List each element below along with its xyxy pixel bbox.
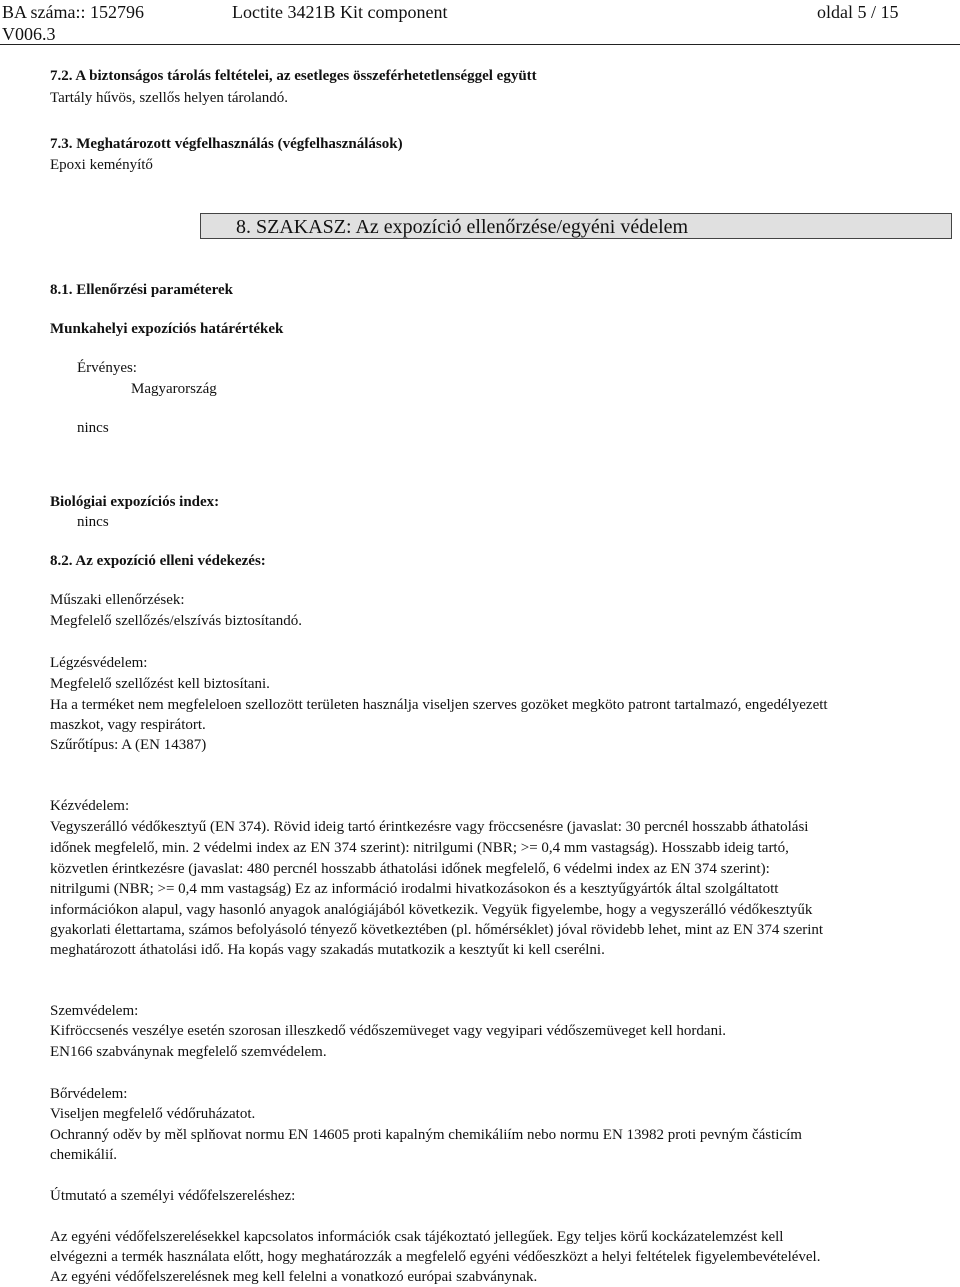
section-7-3-text: Epoxi keményítő: [50, 157, 153, 173]
respiratory-line: Megfelelő szellőzést kell biztosítani.: [50, 676, 270, 692]
hand-protection-line: időnek megfelelő, min. 2 védelmi index az EN 374 szerint): nitrilgumi (NBR; >= 0,4 mm vastagság). Hosszabb ideig tartó,: [50, 840, 789, 856]
section-7-3-title: 7.3. Meghatározott végfelhasználás (végfelhasználások): [50, 136, 403, 152]
section-8-title: 8. SZAKASZ: Az expozíció ellenőrzése/egyéni védelem: [236, 216, 689, 238]
hand-protection-line: információkon alapul, vagy hasonló anyagok analógiájából következik. Vegyük figyelembe, hogy a vegyszerálló védőkesztyűk: [50, 902, 813, 918]
valid-label: Érvényes:: [77, 360, 137, 376]
document-number: BA száma:: 152796: [2, 2, 144, 22]
ppe-advice-line: elvégezni a termék használata előtt, hogy meghatározzák a megfelelő egyéni védőeszközt a helyi feltételek figyelembevételével.: [50, 1249, 821, 1265]
country-value: Magyarország: [131, 381, 217, 397]
hand-protection-line: meghatározott áthatolási idő. Ha kopás vagy szakadás mutatkozik a kesztyűt ki kell cserélni.: [50, 942, 605, 958]
engineering-controls-text: Megfelelő szellőzés/elszívás biztosítandó.: [50, 613, 303, 629]
hand-protection-line: nitrilgumi (NBR; >= 0,4 mm vastagság) Ez az információ irodalmi hivatkozásokon és a kesztyűgyártók által szolgáltatott: [50, 881, 779, 897]
oel-value: nincs: [77, 420, 109, 436]
skin-protection-label: Bőrvédelem:: [50, 1086, 128, 1102]
skin-protection-line: Viseljen megfelelő védőruházatot.: [50, 1106, 256, 1122]
skin-protection-line: chemikálií.: [50, 1147, 118, 1163]
section-7-2-title: 7.2. A biztonságos tárolás feltételei, az esetleges összeférhetetlenséggel együtt: [50, 68, 537, 84]
respiratory-line: Ha a terméket nem megfeleloen szellozött területen használja viseljen szerves gozöket megköto patront tartalmazó, engedélyezett: [50, 697, 828, 713]
skin-protection-line: Ochranný oděv by měl splňovat normu EN 14605 proti kapalným chemikáliím nebo normu EN 13982 proti pevným částicím: [50, 1127, 802, 1143]
document-version: V006.3: [2, 24, 56, 44]
hand-protection-line: közvetlen érintkezésre (javaslat: 480 percnél hosszabb áthatolási időnek megfelelő, 6 védelmi index az EN 374 szerint):: [50, 861, 770, 877]
bio-index-title: Biológiai expozíciós index:: [50, 494, 220, 510]
oel-title: Munkahelyi expozíciós határértékek: [50, 321, 284, 337]
respiratory-line: maszkot, vagy respirátort.: [50, 717, 206, 733]
hand-protection-line: Vegyszerálló védőkesztyű (EN 374). Rövid ideig tartó érintkezésre vagy fröccsenésre (javaslat: 30 percnél hosszabb áthatolási: [50, 819, 809, 835]
eye-protection-line: EN166 szabványnak megfelelő szemvédelem.: [50, 1044, 327, 1060]
ppe-advice-label: Útmutató a személyi védőfelszereléshez:: [50, 1188, 296, 1204]
product-name: Loctite 3421B Kit component: [232, 2, 448, 22]
eye-protection-label: Szemvédelem:: [50, 1003, 139, 1019]
engineering-controls-label: Műszaki ellenőrzések:: [50, 592, 185, 608]
section-8-2-title: 8.2. Az expozíció elleni védekezés:: [50, 553, 266, 569]
hand-protection-line: gyakorlati élettartama, számos befolyásoló tényező következtében (pl. hőmérséklet) jóval rövidebb lehet, mint az EN 374 szerint: [50, 922, 824, 938]
hand-protection-label: Kézvédelem:: [50, 798, 130, 814]
respiratory-line: Szűrőtípus: A (EN 14387): [50, 737, 207, 753]
section-8-1-title: 8.1. Ellenőrzési paraméterek: [50, 282, 234, 298]
ppe-advice-line: Az egyéni védőfelszerelésekkel kapcsolatos információk csak tájékoztató jellegűek. Egy teljes körű kockázatelemzést kell: [50, 1229, 784, 1245]
page-number: oldal 5 / 15: [817, 2, 899, 22]
header-divider: [0, 44, 960, 45]
eye-protection-line: Kifröccsenés veszélye esetén szorosan illeszkedő védőszemüveget vagy vegyipari védőszemüveget kell hordani.: [50, 1023, 726, 1039]
section-7-2-text: Tartály hűvös, szellős helyen tárolandó.: [50, 90, 289, 106]
respiratory-label: Légzésvédelem:: [50, 655, 148, 671]
bio-index-value: nincs: [77, 514, 109, 530]
ppe-advice-line: Az egyéni védőfelszerelésnek meg kell felelni a vonatkozó európai szabványnak.: [50, 1269, 538, 1285]
